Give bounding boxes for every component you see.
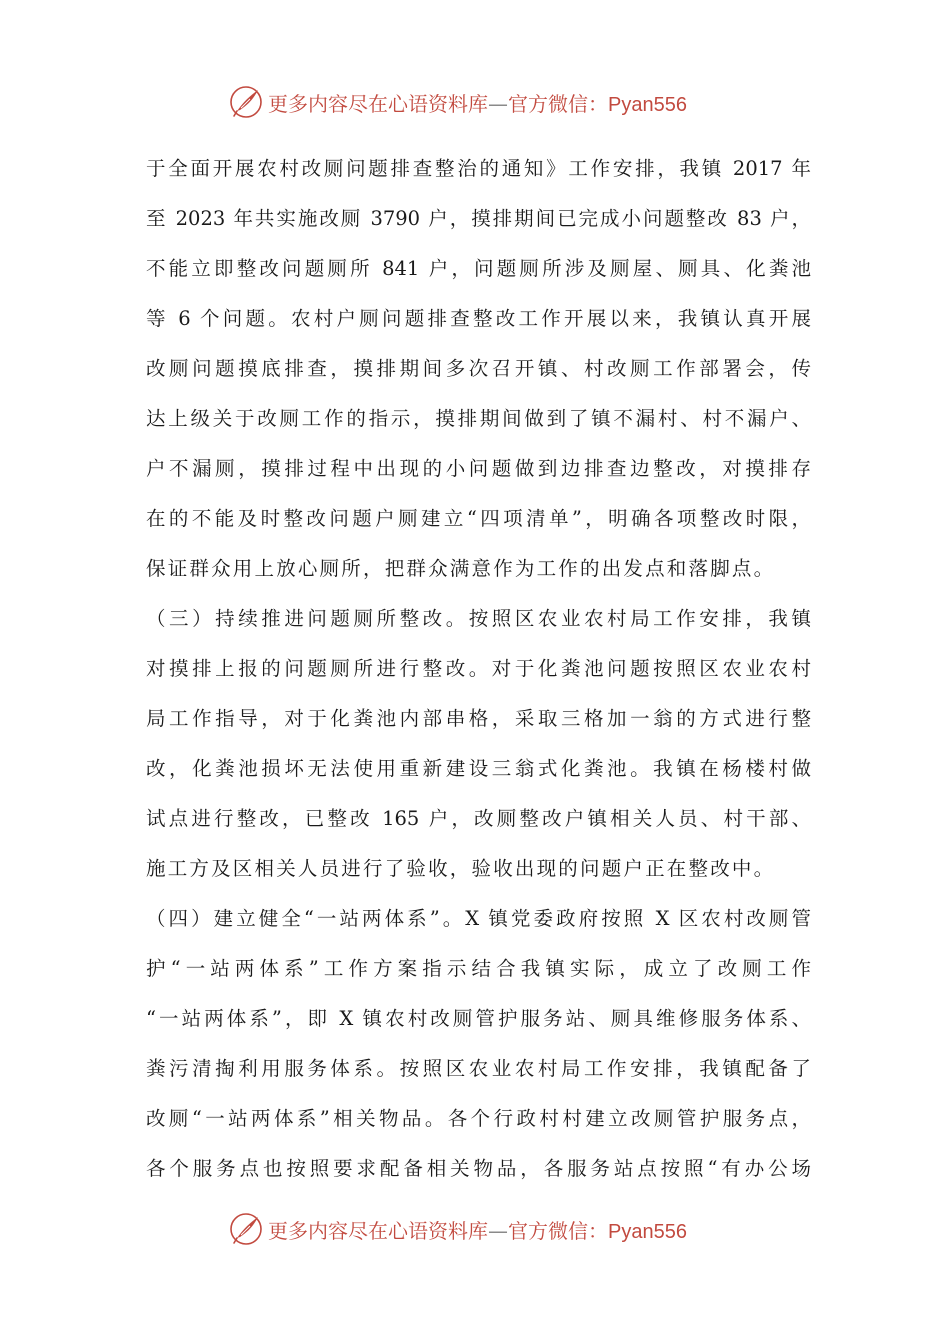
body-line-13: 改，化粪池损坏无法使用重新建设三翁式化粪池。我镇在杨楼村做 bbox=[146, 757, 811, 780]
footer-text bbox=[268, 1215, 687, 1244]
body-line-14: 试点进行整改，已整改 165 户，改厕整改户镇相关人员、村干部、 bbox=[146, 807, 811, 830]
body-line-16: （四）建立健全“一站两体系”。X 镇党委政府按照 X 区农村改厕管 bbox=[146, 907, 811, 930]
body-line-17: 护“一站两体系”工作方案指示结合我镇实际，成立了改厕工作 bbox=[146, 957, 811, 980]
body-line-12: 局工作指导，对于化粪池内部串格，采取三格加一翁的方式进行整 bbox=[146, 707, 811, 730]
body-line-8: 在的不能及时整改问题户厕建立“四项清单”，明确各项整改时限， bbox=[146, 507, 811, 530]
body-line-11: 对摸排上报的问题厕所进行整改。对于化粪池问题按照区农业农村 bbox=[146, 657, 811, 680]
header-text bbox=[268, 88, 687, 117]
body-line-20: 改厕“一站两体系”相关物品。各个行政村村建立改厕管护服务点， bbox=[146, 1107, 811, 1130]
footer-banner bbox=[0, 1209, 950, 1249]
body-line-5: 改厕问题摸底排查，摸排期间多次召开镇、村改厕工作部署会，传 bbox=[146, 357, 811, 380]
body-line-2: 至 2023 年共实施改厕 3790 户，摸排期间已完成小问题整改 83 户， bbox=[146, 207, 811, 230]
header-separator: — bbox=[488, 91, 508, 116]
body-line-6: 达上级关于改厕工作的指示，摸排期间做到了镇不漏村、村不漏户、 bbox=[146, 407, 811, 430]
body-line-4: 等 6 个问题。农村户厕问题排查整改工作开展以来，我镇认真开展 bbox=[146, 307, 811, 330]
body-line-18: “一站两体系”，即 X 镇农村改厕管护服务站、厕具维修服务体系、 bbox=[146, 1007, 811, 1030]
header-site-name: 更多内容尽在心语资料库 bbox=[268, 91, 488, 116]
body-line-7: 户不漏厕，摸排过程中出现的小问题做到边排查边整改，对摸排存 bbox=[146, 457, 811, 480]
body-line-1: 于全面开展农村改厕问题排查整治的通知》工作安排，我镇 2017 年 bbox=[146, 157, 811, 180]
body-line-10: （三）持续推进问题厕所整改。按照区农业农村局工作安排，我镇 bbox=[146, 607, 811, 630]
header-banner bbox=[0, 82, 950, 122]
body-line-15: 施工方及区相关人员进行了验收，验收出现的问题户正在整改中。 bbox=[146, 857, 776, 880]
footer-site-name: 更多内容尽在心语资料库 bbox=[268, 1218, 488, 1243]
body-line-21: 各个服务点也按照要求配备相关物品，各服务站点按照“有办公场 bbox=[146, 1157, 811, 1180]
footer-wechat-label: 官方微信： bbox=[508, 1218, 608, 1243]
footer-wechat-id: Pyan556 bbox=[608, 1220, 687, 1243]
header-wechat-id: Pyan556 bbox=[608, 93, 687, 116]
body-line-9: 保证群众用上放心厕所，把群众满意作为工作的出发点和落脚点。 bbox=[146, 557, 776, 580]
quill-pen-icon bbox=[228, 1211, 264, 1247]
body-line-3: 不能立即整改问题厕所 841 户，问题厕所涉及厕屋、厕具、化粪池 bbox=[146, 257, 811, 280]
body-line-19: 粪污清掏利用服务体系。按照区农业农村局工作安排，我镇配备了 bbox=[146, 1057, 811, 1080]
header-wechat-label: 官方微信： bbox=[508, 91, 608, 116]
document-body bbox=[146, 144, 811, 1194]
quill-pen-icon bbox=[228, 84, 264, 120]
footer-separator: — bbox=[488, 1218, 508, 1243]
